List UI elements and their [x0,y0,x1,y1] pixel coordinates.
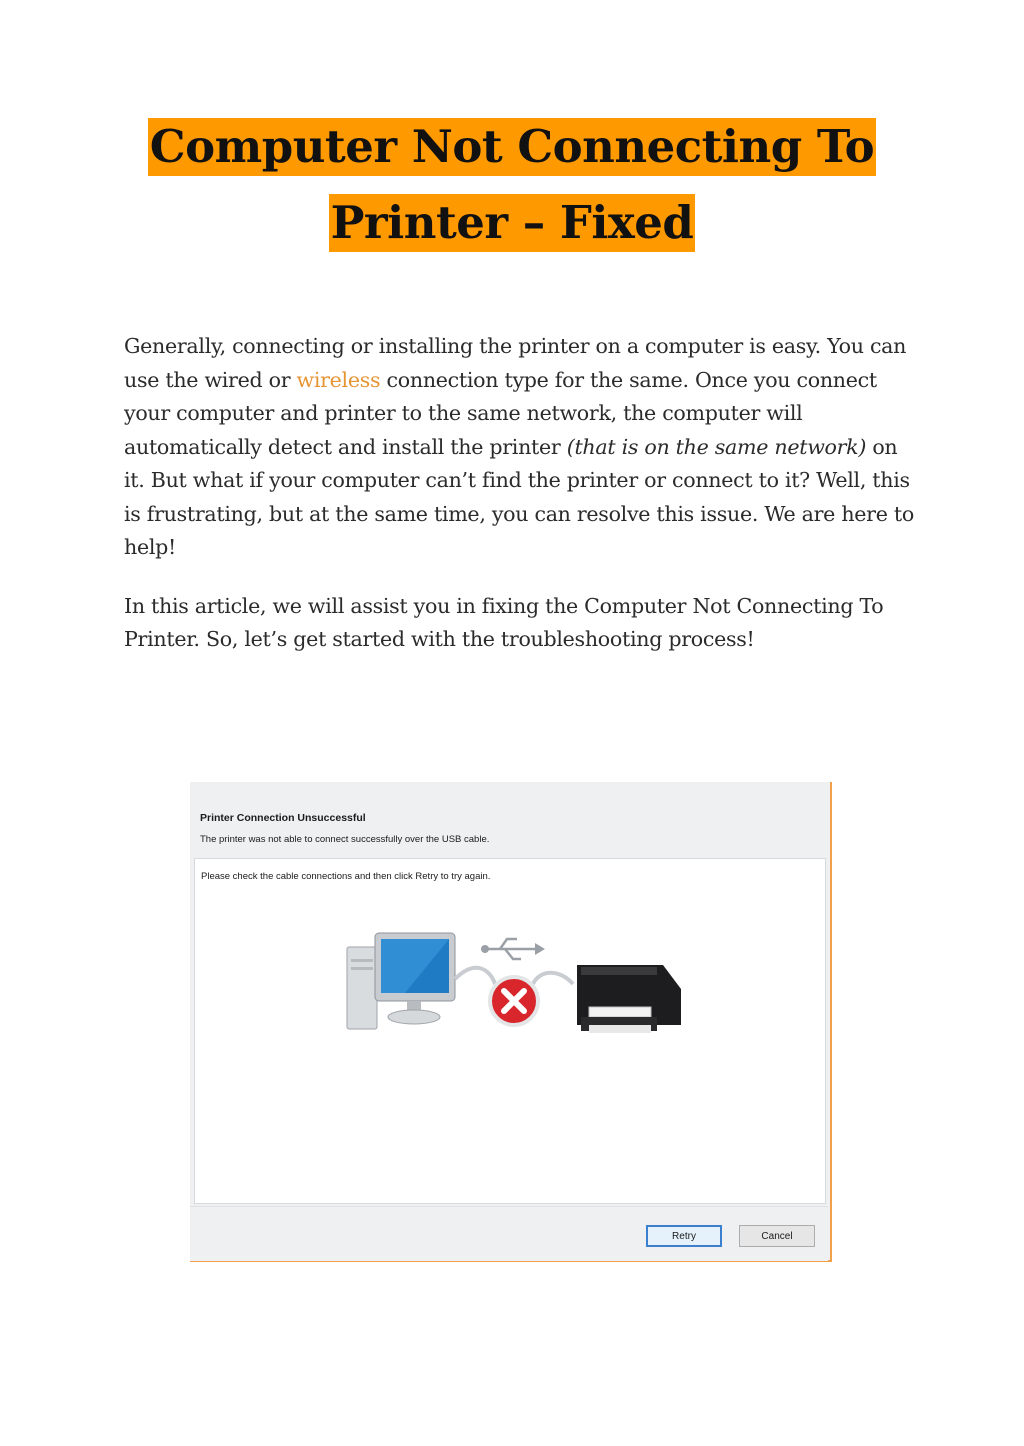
usb-icon [481,939,545,959]
dialog-body [194,858,826,1204]
computer-icon [347,933,455,1029]
paragraph-article-scope: In this article, we will assist you in fixing the Computer Not Connecting To Printer. So, let’s get started with the troubleshooting process! [124,593,884,651]
connection-illustration [345,929,685,1059]
title-line-2: Printer – Fixed [329,194,696,252]
dialog-title: Printer Connection Unsuccessful [200,812,366,824]
article-title [0,118,1024,252]
dialog-subtitle: The printer was not able to connect successfully over the USB cable. [200,834,490,845]
dialog-footer [190,1206,828,1261]
error-x-icon [490,977,538,1025]
dialog-message: Please check the cable connections and then click Retry to try again. [201,871,491,882]
retry-button[interactable]: Retry [646,1225,722,1247]
title-line-1: Computer Not Connecting To [148,118,876,176]
wireless-link[interactable]: wireless [296,367,381,392]
article-body [124,330,914,682]
paragraph-intro: Generally, connecting or installing the printer on a computer is easy. You can use the wired or wireless connection type for the same. Once you connect your computer and printer to the same network, the computer will automatically detect and install the printer (that is on the same network) on it. But what if your computer can’t find the printer or connect to it? Well, this is frustrating, but at the same time, you can resolve this issue. We are here to help! [124,334,914,559]
cancel-button[interactable]: Cancel [739,1225,815,1247]
printer-icon [577,965,681,1033]
emphasis-note: (that is on the same network) [566,434,867,459]
printer-connection-dialog-screenshot [190,782,832,1262]
dialog-header [190,782,828,856]
